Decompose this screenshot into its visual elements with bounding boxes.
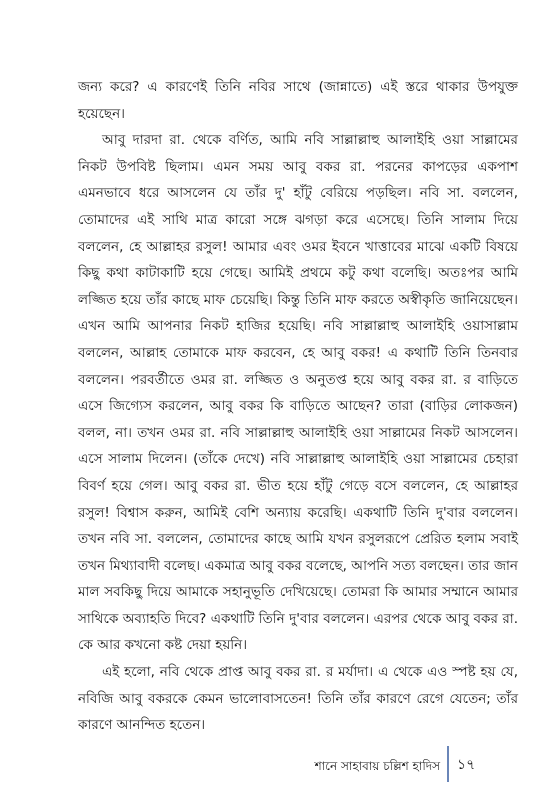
- paragraph-1: জন্য করে? এ কারণেই তিনি নবির সাথে (জান্নাতে) এই স্তরে থাকার উপযুক্ত হয়েছেন।: [78, 79, 518, 122]
- running-footer-title: শানে সাহাবায় চল্লিশ হাদিস: [314, 759, 440, 773]
- page-number: ১৭: [457, 757, 476, 773]
- paragraph-3: এই হলো, নবি থেকে প্রাপ্ত আবু বকর রা. র মর্যাদা। এ থেকে এও স্পষ্ট হয় যে, নবিজি আবু বকরকে কেমন ভালোবাসতেন! তিনি তাঁর কারণে রেগে যেতেন; তাঁর কারণে আনন্দিত হতেন।: [78, 664, 518, 734]
- paragraph-2: আবু দারদা রা. থেকে বর্ণিত, আমি নবি সাল্লাল্লাহু আলাইহি ওয়া সাল্লামের নিকট উপবিষ্ট ছিলাম। এমন সময় আবু বকর রা. পরনের কাপড়ের একপাশ এমনভাবে ধরে আসলেন যে তাঁর দু' হাঁটু বেরিয়ে পড়ছিল। নবি সা. বললেন, তোমাদের এই সাথি মাত্র কারো সঙ্গে ঝগড়া করে এসেছে। তিনি সালাম দিয়ে বললেন, হে আল্লাহর রসুল! আমার এবং ওমর ইবনে খাত্তাবের মাঝে একটি বিষয়ে কিছু কথা কাটাকাটি হয়ে গেছে। আমিই প্রথমে কটু কথা বলেছি। অতঃপর আমি লজ্জিত হয়ে তাঁর কাছে মাফ চেয়েছি। কিন্তু তিনি মাফ করতে অস্বীকৃতি জানিয়েছেন। এখন আমি আপনার নিকট হাজির হয়েছি। নবি সাল্লাল্লাহু আলাইহি ওয়াসাল্লাম বললেন, আল্লাহ তোমাকে মাফ করবেন, হে আবু বকর! এ কথাটি তিনি তিনবার বললেন। পরবর্তীতে ওমর রা. লজ্জিত ও অনুতপ্ত হয়ে আবু বকর রা. র বাড়িতে এসে জিগ্যেস করলেন, আবু বকর কি বাড়িতে আছেন? তারা (বাড়ির লোকজন) বলল, না। তখন ওমর রা. নবি সাল্লাল্লাহু আলাইহি ওয়া সাল্লামের নিকট আসলেন। এসে সালাম দিলেন। (তাঁকে দেখে) নবি সাল্লাল্লাহু আলাইহি ওয়া সাল্লামের চেহারা বিবর্ণ হয়ে গেল। আবু বকর রা. ভীত হয়ে হাঁটু গেড়ে বসে বললেন, হে আল্লাহর রসুল! বিশ্বাস করুন, আমিই বেশি অন্যায় করেছি। একথাটি তিনি দু'বার বললেন। তখন নবি সা. বললেন, তোমাদের কাছে আমি যখন রসুলরূপে প্রেরিত হলাম সবাই তখন মিথ্যাবাদী বলেছ। একমাত্র আবু বকর বলেছে, আপনি সত্য বলছেন। তার জান মাল সবকিছু দিয়ে আমাকে সহানুভূতি দেখিয়েছে। তোমরা কি আমার সম্মানে আমার সাথিকে অব্যাহতি দিবে? একথাটি তিনি দু'বার বললেন। এরপর থেকে আবু বকর রা. কে আর কখনো কষ্ট দেয়া হয়নি।: [78, 132, 518, 654]
- footer-divider: [447, 746, 449, 782]
- body-text: [78, 74, 518, 739]
